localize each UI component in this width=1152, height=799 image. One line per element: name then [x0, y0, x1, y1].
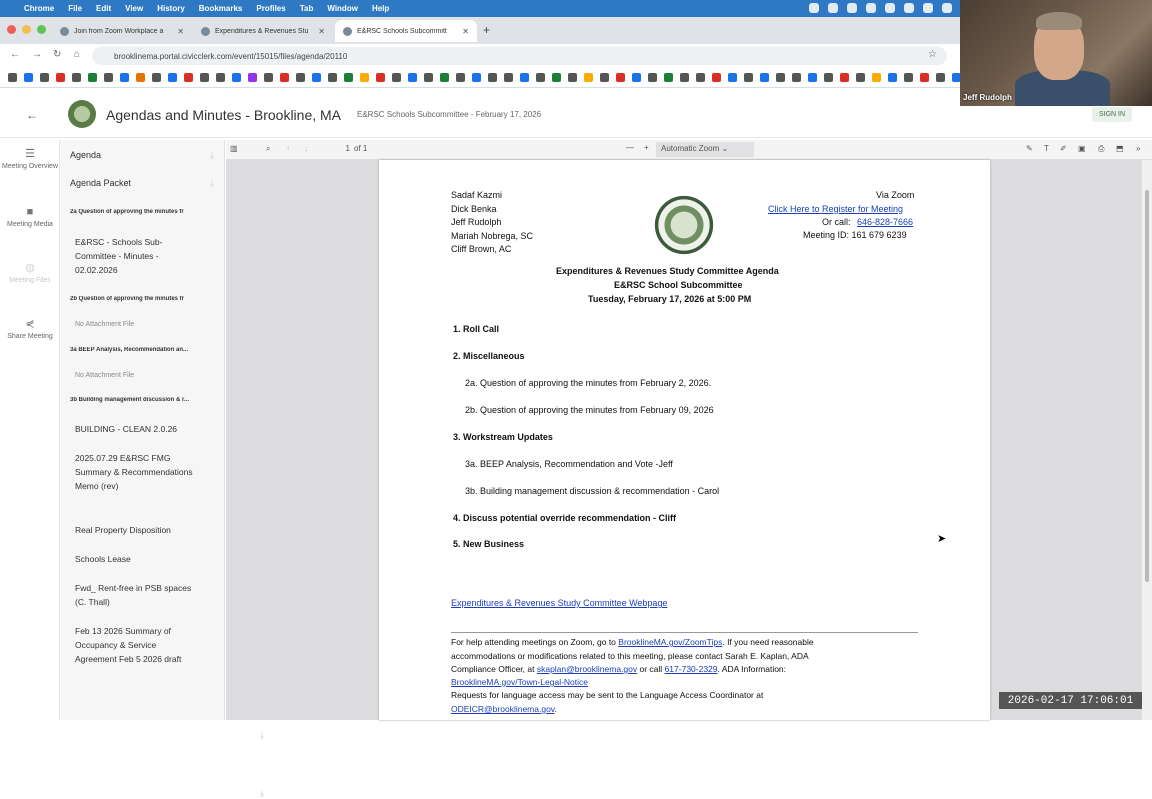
- menu-history[interactable]: History: [157, 4, 185, 13]
- zoom-out-icon[interactable]: —: [626, 143, 634, 152]
- bookmark-favicon-icon[interactable]: [168, 73, 177, 82]
- footer-text: For help attending meetings on Zoom, go to: [451, 637, 616, 647]
- footer-line-2: accommodations or modifications related to this meeting, please contact Sarah E. Kaplan, ADA: [451, 651, 809, 661]
- bookmark-favicon-icon[interactable]: [856, 73, 865, 82]
- bookmark-favicon-icon[interactable]: [744, 73, 753, 82]
- close-tab-icon[interactable]: ✕: [177, 26, 184, 36]
- url-text: brooklinema.portal.civicclerk.com/event/15015/files/agenda/20110: [114, 51, 348, 61]
- list-icon: ☰: [25, 148, 35, 160]
- bookmark-favicon-icon[interactable]: [488, 73, 497, 82]
- bookmark-favicon-icon[interactable]: [136, 73, 145, 82]
- bookmark-favicon-icon[interactable]: [504, 73, 513, 82]
- status-tray: [809, 3, 952, 13]
- search-icon[interactable]: ⌕: [266, 144, 271, 153]
- browser-tab-zoom[interactable]: [52, 20, 192, 42]
- highlight-icon[interactable]: ✎: [1026, 144, 1033, 153]
- bookmark-favicon-icon[interactable]: [904, 73, 913, 82]
- bookmark-favicon-icon[interactable]: [40, 73, 49, 82]
- zoom-value: Automatic Zoom: [661, 144, 720, 153]
- bookmark-favicon-icon[interactable]: [616, 73, 625, 82]
- draw-icon[interactable]: ✐: [1060, 144, 1067, 153]
- bookmark-favicon-icon[interactable]: [936, 73, 945, 82]
- phone-link[interactable]: 617-730-2329: [664, 664, 718, 674]
- back-icon[interactable]: ←: [10, 49, 20, 60]
- file-minutes-0202[interactable]: [75, 235, 195, 277]
- odeicr-email-link[interactable]: ODEICR@brooklinema.gov: [451, 704, 555, 714]
- member-name: Sadaf Kazmi: [451, 190, 503, 200]
- tab-label: Expenditures & Revenues Stu: [215, 27, 309, 35]
- legal-notice-link[interactable]: BrooklineMA.gov/Town-Legal-Notice: [451, 677, 589, 687]
- bookmark-favicon-icon[interactable]: [888, 73, 897, 82]
- member-name: Cliff Brown, AC: [451, 244, 512, 254]
- agenda-file-list: [60, 140, 264, 798]
- bookmark-favicon-icon[interactable]: [296, 73, 305, 82]
- bookmark-favicon-icon[interactable]: [120, 73, 129, 82]
- bookmark-favicon-icon[interactable]: [696, 73, 705, 82]
- tray-icon[interactable]: [904, 3, 914, 13]
- file-label: BUILDING - CLEAN 2.0.26: [75, 424, 178, 434]
- agenda-item-3a: 3a. BEEP Analysis, Recommendation and Vote -Jeff: [465, 459, 673, 469]
- nav-label: Meeting Overview: [1, 163, 59, 170]
- menu-tab[interactable]: Tab: [299, 4, 314, 13]
- minimize-window-icon[interactable]: [22, 25, 31, 34]
- bookmark-favicon-icon[interactable]: [360, 73, 369, 82]
- bookmark-favicon-icon[interactable]: [808, 73, 817, 82]
- bookmark-favicon-icon[interactable]: [104, 73, 113, 82]
- brookline-logo: [68, 100, 96, 128]
- tray-icon[interactable]: [885, 3, 895, 13]
- member-name: Jeff Rudolph: [451, 217, 502, 227]
- bookmark-favicon-icon[interactable]: [328, 73, 337, 82]
- close-window-icon[interactable]: [7, 25, 16, 34]
- file-schools-lease[interactable]: [75, 552, 195, 566]
- menu-window[interactable]: Window: [327, 4, 358, 13]
- email-link[interactable]: skaplan@brooklinema.gov: [536, 664, 638, 674]
- pdf-toolbar: [226, 140, 1152, 160]
- file-building-clean[interactable]: [75, 422, 195, 436]
- address-bar[interactable]: [92, 47, 947, 65]
- bookmark-favicon-icon[interactable]: [376, 73, 385, 82]
- bookmark-favicon-icon[interactable]: [72, 73, 81, 82]
- agenda-item-2a: 2a. Question of approving the minutes from February 2, 2026.: [465, 378, 712, 388]
- bookmark-favicon-icon[interactable]: [712, 73, 721, 82]
- home-icon[interactable]: ⌂: [74, 49, 81, 60]
- bookmark-favicon-icon[interactable]: [552, 73, 561, 82]
- menu-edit[interactable]: Edit: [96, 4, 112, 13]
- new-tab-icon[interactable]: +: [483, 23, 491, 37]
- more-tools-icon[interactable]: »: [1136, 144, 1141, 153]
- agenda-label: Agenda: [70, 150, 102, 160]
- bookmark-favicon-icon[interactable]: [792, 73, 801, 82]
- no-attachment-2b: No Attachment File: [75, 321, 135, 328]
- browser-tab-active[interactable]: [335, 20, 477, 42]
- footer-line-5: Requests for language access may be sent to the Language Access Coordinator at: [451, 690, 764, 700]
- bookmark-favicon-icon[interactable]: [600, 73, 609, 82]
- footer-line-3: [451, 664, 786, 674]
- doc-title: Expenditures & Revenues Study Committee Agenda: [556, 266, 779, 276]
- zoom-favicon-icon: [60, 27, 69, 36]
- section-3a-header: 3a BEEP Analysis, Recommendation an...: [70, 347, 189, 353]
- maximize-window-icon[interactable]: [37, 25, 46, 34]
- menu-bookmarks[interactable]: Bookmarks: [198, 4, 243, 13]
- person-hair: [1036, 12, 1082, 30]
- footer-text: .: [554, 704, 557, 714]
- print-icon[interactable]: ⎙: [1098, 144, 1105, 153]
- video-camera-icon: ■: [26, 206, 34, 218]
- menu-profiles[interactable]: Profiles: [256, 4, 286, 13]
- nav-meeting-media[interactable]: [0, 208, 60, 229]
- member-name: Dick Benka: [451, 204, 497, 214]
- agenda-item-5: 5. New Business: [453, 539, 525, 549]
- bookmark-favicon-icon[interactable]: [392, 73, 401, 82]
- agenda-packet-link[interactable]: [70, 178, 235, 188]
- agenda-item-4: 4. Discuss potential override recommendation - Cliff: [453, 513, 677, 523]
- nav-label: Meeting Media: [7, 221, 53, 228]
- bookmark-favicon-icon[interactable]: [88, 73, 97, 82]
- nav-meeting-overview[interactable]: [0, 150, 60, 171]
- sign-in-button[interactable]: [1092, 107, 1132, 122]
- tray-icon[interactable]: [847, 3, 857, 13]
- forward-icon[interactable]: →: [32, 49, 42, 60]
- site-favicon-icon: [201, 27, 210, 36]
- bookmark-favicon-icon[interactable]: [232, 73, 241, 82]
- menu-help[interactable]: Help: [371, 4, 390, 13]
- bookmark-favicon-icon[interactable]: [584, 73, 593, 82]
- menu-view[interactable]: View: [125, 4, 144, 13]
- tray-icon[interactable]: [828, 3, 838, 13]
- file-label: Feb 13 2026 Summary of Occupancy & Service Agreement Feb 5 2026 draft: [75, 626, 182, 664]
- mouse-cursor-icon: ➤: [937, 533, 947, 545]
- bookmark-favicon-icon[interactable]: [664, 73, 673, 82]
- register-link[interactable]: Click Here to Register for Meeting: [768, 204, 904, 214]
- image-icon[interactable]: ▣: [1078, 144, 1086, 153]
- or-call-label: Or call:: [822, 217, 851, 227]
- bookmark-favicon-icon[interactable]: [280, 73, 289, 82]
- tab-label: E&RSC Schools Subcommitt: [357, 27, 447, 35]
- bookmark-favicon-icon[interactable]: [680, 73, 689, 82]
- bookmark-favicon-icon[interactable]: [568, 73, 577, 82]
- bookmark-favicon-icon[interactable]: [648, 73, 657, 82]
- file-label: Fwd_ Rent-free in PSB spaces (C. Thall): [75, 583, 192, 607]
- page-number-input[interactable]: 1: [345, 144, 350, 153]
- bookmark-favicon-icon[interactable]: [776, 73, 785, 82]
- bookmark-favicon-icon[interactable]: [424, 73, 433, 82]
- reload-icon[interactable]: ↻: [53, 49, 62, 60]
- section-2a-header: 2a Question of approving the minutes fr: [70, 209, 184, 215]
- tray-icon[interactable]: [942, 3, 952, 13]
- doc-subtitle: E&RSC School Subcommittee: [614, 280, 743, 290]
- bookmarks-bar: [0, 68, 960, 88]
- file-label: Schools Lease: [75, 554, 131, 564]
- menu-file[interactable]: File: [68, 4, 83, 13]
- bookmark-favicon-icon[interactable]: [472, 73, 481, 82]
- agenda-item-2: 2. Miscellaneous: [453, 351, 525, 361]
- phone-link[interactable]: 646-828-7666: [857, 217, 914, 227]
- agenda-item-3b: 3b. Building management discussion & recommendation - Carol: [465, 486, 720, 496]
- browser-tab-erstudy[interactable]: [193, 20, 333, 42]
- share-icon: ⋞: [25, 318, 35, 330]
- file-label: E&RSC - Schools Sub-Committee - Minutes - 02.02.2026: [75, 237, 163, 275]
- previous-page-icon[interactable]: ↑: [286, 144, 290, 153]
- file-rent-free[interactable]: [75, 581, 195, 609]
- bookmark-favicon-icon[interactable]: [920, 73, 929, 82]
- bookmark-favicon-icon[interactable]: [872, 73, 881, 82]
- participant-name: Jeff Rudolph: [963, 93, 1012, 102]
- download-icon[interactable]: ⤓: [210, 178, 214, 188]
- bookmark-favicon-icon[interactable]: [840, 73, 849, 82]
- tray-icon[interactable]: [809, 3, 819, 13]
- page-count: of 1: [354, 144, 368, 153]
- town-seal-logo: [653, 194, 715, 256]
- via-zoom-text: Via Zoom: [876, 190, 915, 200]
- site-favicon-icon: [343, 27, 352, 36]
- bookmark-star-icon[interactable]: ☆: [928, 49, 937, 60]
- no-attachment-3a: No Attachment File: [75, 372, 135, 379]
- footer-line-1: [451, 637, 814, 647]
- download-icon[interactable]: ⤓: [260, 788, 264, 798]
- file-real-property[interactable]: [75, 523, 195, 537]
- meeting-id: Meeting ID: 161 679 6239: [803, 230, 907, 240]
- bookmark-favicon-icon[interactable]: [24, 73, 33, 82]
- nav-meeting-files[interactable]: [0, 264, 60, 285]
- zoom-in-icon[interactable]: +: [644, 143, 649, 152]
- tab-label: Join from Zoom Workplace a: [74, 27, 164, 35]
- meeting-subtitle: E&RSC Schools Subcommittee - February 17, 2026: [357, 110, 542, 119]
- footer-text: . ADA Information:: [717, 664, 787, 674]
- bookmark-favicon-icon[interactable]: [728, 73, 737, 82]
- footer-text: or call: [639, 664, 663, 674]
- bookmark-favicon-icon[interactable]: [184, 73, 193, 82]
- tray-icon[interactable]: [866, 3, 876, 13]
- agenda-item-3: 3. Workstream Updates: [453, 432, 553, 442]
- member-name: Mariah Nobrega, SC: [451, 231, 534, 241]
- divider: [451, 632, 918, 633]
- file-occupancy[interactable]: [75, 624, 195, 666]
- bookmark-favicon-icon[interactable]: [56, 73, 65, 82]
- scrollbar-thumb[interactable]: [1145, 190, 1149, 582]
- bookmark-favicon-icon[interactable]: [216, 73, 225, 82]
- bookmark-favicon-icon[interactable]: [456, 73, 465, 82]
- sign-in-label: SIGN IN: [1098, 111, 1126, 118]
- bookmark-favicon-icon[interactable]: [200, 73, 209, 82]
- footer-text: Compliance Officer, at: [451, 664, 535, 674]
- back-arrow-icon[interactable]: ←: [26, 108, 38, 122]
- agenda-item-2b: 2b. Question of approving the minutes from February 09, 2026: [465, 405, 714, 415]
- nav-label: Share Meeting: [7, 333, 53, 340]
- committee-webpage-link[interactable]: Expenditures & Revenues Study Committee Webpage: [451, 598, 668, 608]
- bookmark-favicon-icon[interactable]: [824, 73, 833, 82]
- bookmark-favicon-icon[interactable]: [248, 73, 257, 82]
- next-page-icon[interactable]: ↓: [304, 144, 308, 153]
- section-3b-header: 3b Building management discussion & r...: [70, 397, 190, 403]
- download-icon[interactable]: ⤓: [260, 730, 264, 740]
- files-icon: ◍: [25, 262, 35, 274]
- save-icon[interactable]: ⬒: [1116, 144, 1124, 153]
- recording-timestamp: 2026-02-17 17:06:01: [999, 692, 1142, 709]
- file-label: Real Property Disposition: [75, 525, 171, 535]
- text-tool-icon[interactable]: T: [1044, 144, 1049, 153]
- bookmark-favicon-icon[interactable]: [440, 73, 449, 82]
- bookmark-favicon-icon[interactable]: [344, 73, 353, 82]
- bookmark-favicon-icon[interactable]: [264, 73, 273, 82]
- bookmark-favicon-icon[interactable]: [536, 73, 545, 82]
- bookmark-favicon-icon[interactable]: [408, 73, 417, 82]
- close-tab-icon[interactable]: ✕: [318, 26, 325, 36]
- file-fmg-memo[interactable]: [75, 451, 195, 493]
- meeting-side-nav: [0, 140, 60, 720]
- footer-text: . If you need reasonable: [722, 637, 814, 647]
- agenda-packet-label: Agenda Packet: [70, 178, 132, 188]
- agenda-link[interactable]: [70, 150, 235, 160]
- page-title: Agendas and Minutes - Brookline, MA: [106, 107, 342, 123]
- bookmark-favicon-icon[interactable]: [8, 73, 17, 82]
- nav-share-meeting[interactable]: [0, 320, 60, 341]
- sidebar-toggle-icon[interactable]: ▥: [230, 144, 238, 153]
- file-label: 2025.07.29 E&RSC FMG Summary & Recommendations Memo (rev): [75, 453, 193, 491]
- bookmark-favicon-icon[interactable]: [152, 73, 161, 82]
- zoom-tips-link[interactable]: BrooklineMA.gov/ZoomTips: [618, 637, 723, 647]
- tray-icon[interactable]: [923, 3, 933, 13]
- zoom-select[interactable]: Automatic Zoom ⌄: [656, 142, 754, 157]
- download-icon[interactable]: ⤓: [210, 150, 214, 160]
- section-2b-header: 2b Question of approving the minutes fr: [70, 296, 185, 302]
- doc-date: Tuesday, February 17, 2026 at 5:00 PM: [588, 294, 752, 304]
- bookmark-favicon-icon[interactable]: [312, 73, 321, 82]
- bookmark-favicon-icon[interactable]: [632, 73, 641, 82]
- footer-line-6: [451, 704, 557, 714]
- menu-app-name[interactable]: Chrome: [24, 4, 55, 13]
- bookmark-favicon-icon[interactable]: [520, 73, 529, 82]
- bookmark-favicon-icon[interactable]: [760, 73, 769, 82]
- close-tab-icon[interactable]: ✕: [462, 26, 469, 36]
- agenda-item-1: 1. Roll Call: [453, 324, 500, 334]
- nav-label: Meeting Files: [9, 277, 51, 284]
